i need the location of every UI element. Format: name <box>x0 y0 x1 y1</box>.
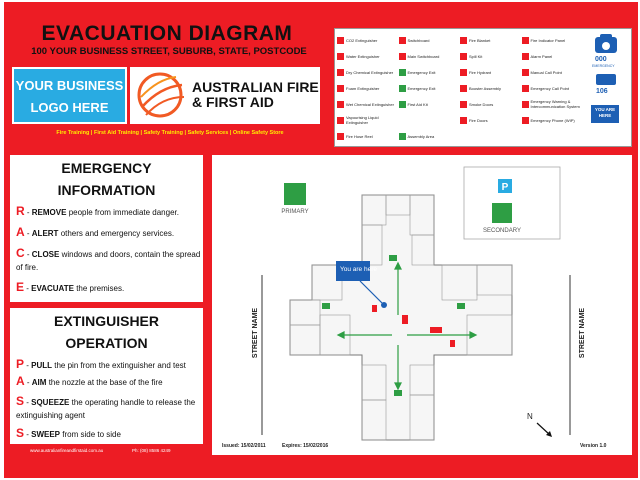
legend-item <box>399 32 459 48</box>
legend-item <box>522 80 582 96</box>
legend-symbol-icon <box>399 133 406 140</box>
floor-plan <box>212 155 632 455</box>
legend-label: First Aid Kit <box>407 101 428 107</box>
emergency-number: 000 <box>595 56 607 63</box>
legend-symbol-icon <box>460 53 467 60</box>
legend-item <box>399 48 459 64</box>
legend-panel <box>334 28 632 147</box>
extinguisher-heading-2: OPERATION <box>65 335 148 351</box>
legend-symbol-icon <box>460 85 467 92</box>
step-remove: R - REMOVE people from immediate danger. <box>16 204 179 218</box>
legend-symbol-icon <box>337 117 344 124</box>
legend-label: Spill Kit <box>469 53 483 59</box>
step-sweep: S - SWEEP from side to side <box>16 426 121 440</box>
legend-label: Fire Blanket <box>469 37 491 43</box>
legend-symbol-icon <box>522 85 529 92</box>
phone-icon <box>593 33 619 55</box>
step-squeeze: S - SQUEEZE the operating handle to release the extinguishing agent <box>16 394 196 420</box>
extinguisher-panel <box>10 308 203 444</box>
primary-assembly-icon <box>284 183 306 205</box>
emergency-heading-2: INFORMATION <box>57 182 156 198</box>
legend-symbol-icon <box>337 37 344 44</box>
step-close: C - CLOSE windows and doors, contain the spread of fire. <box>16 246 201 272</box>
legend-label: Emergency Call Point <box>530 85 569 91</box>
legend-label: Vapourising Liquid Extinguisher <box>346 115 379 125</box>
legend-label: Emergency Phone (WIP) <box>530 117 575 123</box>
legend-item <box>460 112 520 128</box>
training-links[interactable]: Fire Training | First Aid Training | Safety Training | Safety Services | Online Safety Store <box>56 130 284 136</box>
legend-item <box>460 32 520 48</box>
extinguisher-heading-1: EXTINGUISHER <box>53 313 159 329</box>
legend-emergency-numbers <box>591 33 629 143</box>
legend-label: Emergency Exit <box>407 69 436 75</box>
tty-phone-icon <box>593 71 619 87</box>
legend-symbol-icon <box>399 53 406 60</box>
legend-symbol-icon <box>522 101 529 108</box>
step-alert: A - ALERT others and emergency services. <box>16 225 175 239</box>
legend-label: Main Switchboard <box>407 53 440 59</box>
website-link[interactable]: www.australianfireandfirstaid.com.au <box>30 448 104 453</box>
legend-item <box>522 128 582 144</box>
parking-label: P <box>501 182 509 193</box>
step-aim: A - AIM the nozzle at the base of the fire <box>16 374 163 388</box>
step-pull: P - PULL the pin from the extinguisher and test <box>16 357 186 371</box>
legend-label: Emergency Exit <box>407 85 436 91</box>
legend-item <box>337 64 397 80</box>
legend-label: Booster Assembly <box>469 85 502 91</box>
legend-item <box>337 80 397 96</box>
legend-item <box>337 32 397 48</box>
legend-item <box>460 96 520 112</box>
secondary-assembly-label: SECONDARY <box>483 228 521 234</box>
legend-item <box>337 96 397 112</box>
north-label: N <box>527 412 533 421</box>
business-logo-line-1: YOUR BUSINESS <box>15 78 124 93</box>
building-outline <box>290 195 512 440</box>
emergency-heading-1: EMERGENCY <box>61 160 152 176</box>
legend-label: Smoke Doors <box>469 101 494 107</box>
legend-label: CO2 Extinguisher <box>346 37 378 43</box>
street-name-left: STREET NAME <box>252 307 259 359</box>
legend-symbol-icon <box>337 85 344 92</box>
emergency-info-panel <box>10 155 203 302</box>
legend-item <box>522 112 582 128</box>
legend-symbol-icon <box>522 53 529 60</box>
legend-item <box>522 64 582 80</box>
legend-symbol-icon <box>337 101 344 108</box>
emergency-number-label: EMERGENCY <box>592 64 615 68</box>
legend-symbol-icon <box>522 69 529 76</box>
legend-label: Fire Hydrant <box>469 69 492 75</box>
brand-name-line-2: & FIRST AID <box>192 94 274 110</box>
legend-symbol-icon <box>522 37 529 44</box>
legend-item <box>399 96 459 112</box>
you-are-here-legend: YOU ARE HERE <box>591 105 619 123</box>
footer-phone: Ph: (08) 8586 4249 <box>132 448 171 453</box>
legend-symbol-icon <box>522 117 529 124</box>
legend-label: Fire Hose Reel <box>346 133 373 139</box>
legend-symbol-icon <box>337 133 344 140</box>
legend-symbol-icon <box>460 101 467 108</box>
legend-item <box>522 32 582 48</box>
legend-label: Assembly Area <box>407 133 435 139</box>
legend-item <box>522 48 582 64</box>
business-logo-line-2: LOGO HERE <box>30 100 109 115</box>
legend-label: Wet Chemical Extinguisher <box>346 101 394 107</box>
secondary-assembly-icon <box>492 203 512 223</box>
legend-label: Foam Extinguisher <box>346 85 380 91</box>
legend-item <box>399 64 459 80</box>
legend-label: Emergency Warning & Intercommunication System <box>530 99 580 109</box>
step-evacuate: E - EVACUATE the premises. <box>16 280 125 294</box>
you-are-here-text: You are here <box>340 266 377 273</box>
version-label: Version 1.0 <box>580 443 607 449</box>
legend-item <box>460 128 520 144</box>
legend-label: Switchboard <box>407 37 430 43</box>
legend-label: Alarm Panel <box>530 53 553 59</box>
legend-item <box>460 48 520 64</box>
page-title: EVACUATION DIAGRAM <box>41 22 293 45</box>
legend-label: Water Extinguisher <box>346 53 380 59</box>
legend-item <box>522 96 582 112</box>
street-name-right: STREET NAME <box>579 307 586 359</box>
legend-label: Fire Doors <box>469 117 488 123</box>
tty-number: 106 <box>596 88 608 95</box>
legend-item <box>460 64 520 80</box>
legend-symbol-icon <box>399 101 406 108</box>
issued-date: Issued: 15/02/2011 <box>222 443 266 449</box>
legend-item <box>337 48 397 64</box>
business-address: 100 YOUR BUSINESS STREET, SUBURB, STATE, POSTCODE <box>31 46 307 57</box>
expires-date: Expires: 15/02/2016 <box>282 443 329 449</box>
legend-symbol-icon <box>337 69 344 76</box>
globe-logo-icon <box>132 67 192 124</box>
legend-label: Dry Chemical Extinguisher <box>346 69 394 75</box>
legend-item <box>337 128 397 144</box>
business-logo-placeholder <box>12 67 127 124</box>
legend-item <box>399 128 459 144</box>
legend-symbol-icon <box>399 37 406 44</box>
legend-grid <box>337 32 581 144</box>
brand-name-line-1: AUSTRALIAN FIRE <box>192 79 319 95</box>
floor-plan-panel <box>212 155 632 455</box>
legend-label: Fire Indicator Panel <box>530 37 566 43</box>
legend-symbol-icon <box>399 69 406 76</box>
legend-symbol-icon <box>337 53 344 60</box>
primary-assembly-label: PRIMARY <box>281 209 309 215</box>
you-are-here-dot <box>381 302 387 308</box>
legend-item <box>399 80 459 96</box>
legend-symbol-icon <box>399 85 406 92</box>
legend-symbol-icon <box>460 37 467 44</box>
legend-symbol-icon <box>460 117 467 124</box>
legend-item <box>337 112 397 128</box>
legend-item <box>460 80 520 96</box>
legend-symbol-icon <box>460 69 467 76</box>
legend-label: Manual Call Point <box>530 69 562 75</box>
legend-item <box>399 112 459 128</box>
brand-logo <box>130 67 320 124</box>
